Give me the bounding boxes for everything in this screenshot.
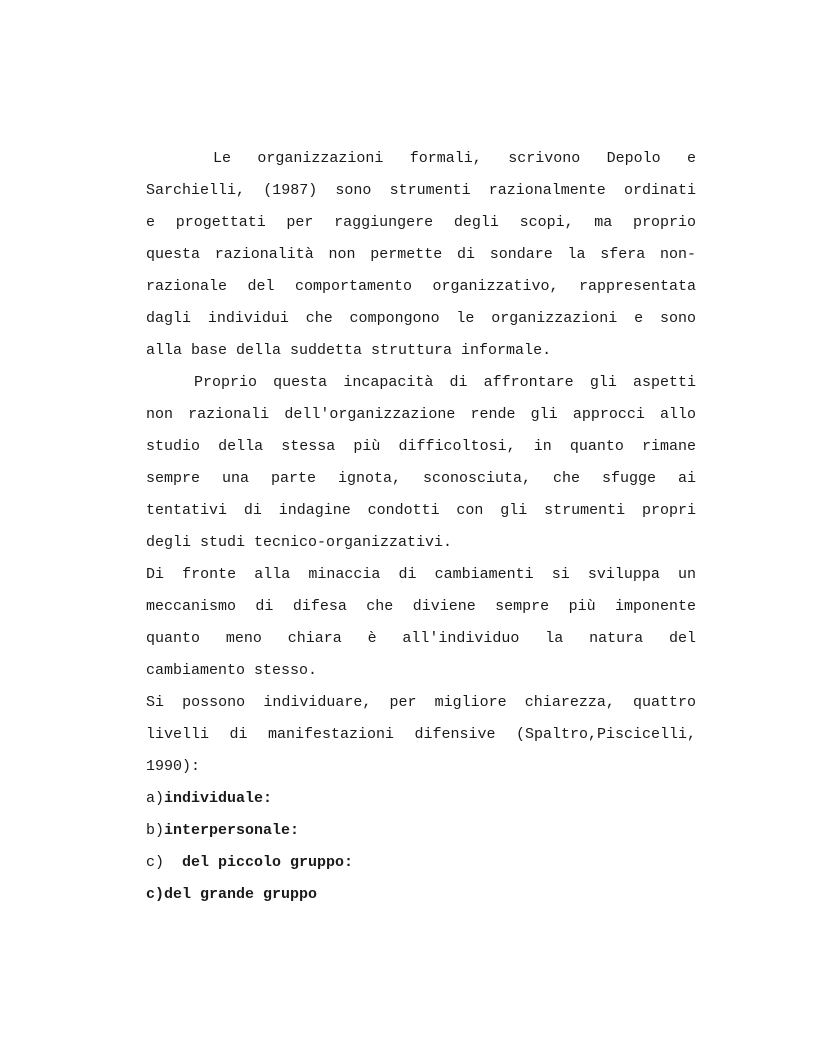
paragraph-4 xyxy=(146,687,696,783)
text-line: cambiamento stesso. xyxy=(146,662,318,679)
list-item xyxy=(146,783,696,815)
text-line: dagli individui che compongono le organizzazioni e sono xyxy=(146,310,696,327)
list-item xyxy=(146,847,696,879)
text-line: Di fronte alla minaccia di cambiamenti si sviluppa un xyxy=(146,566,696,583)
text-line: Le organizzazioni formali, scrivono Depolo e xyxy=(213,150,696,167)
list-item-label: individuale xyxy=(164,790,264,807)
text-line: tentativi di indagine condotti con gli strumenti propri xyxy=(146,502,696,519)
text-line: meccanismo di difesa che diviene sempre più imponente xyxy=(146,598,696,615)
text-line: questa razionalità non permette di sondare la sfera non- xyxy=(146,246,696,263)
text-line: studio della stessa più difficoltosi, in quanto rimane xyxy=(146,438,696,455)
list-item-prefix: b) xyxy=(146,822,165,839)
defense-levels-list xyxy=(146,783,696,911)
text-line: 1990): xyxy=(146,758,201,775)
list-item xyxy=(146,879,696,911)
list-item-prefix: c) xyxy=(146,886,165,903)
document-page xyxy=(146,143,696,911)
list-item-label: interpersonale xyxy=(164,822,291,839)
list-item-label: del piccolo gruppo: xyxy=(182,854,354,871)
text-line: e progettati per raggiungere degli scopi, ma proprio xyxy=(146,214,696,231)
text-line: sempre una parte ignota, sconosciuta, che sfugge ai xyxy=(146,470,696,487)
text-line: Sarchielli, (1987) sono strumenti razionalmente ordinati xyxy=(146,182,696,199)
list-item-prefix: a) xyxy=(146,790,165,807)
list-item-prefix: c) xyxy=(146,854,183,871)
list-item-suffix: : xyxy=(263,790,273,807)
paragraph-1 xyxy=(146,143,696,367)
text-line: alla base della suddetta struttura informale. xyxy=(146,342,552,359)
text-line: quanto meno chiara è all'individuo la natura del xyxy=(146,630,696,647)
text-line: Si possono individuare, per migliore chiarezza, quattro xyxy=(146,694,696,711)
text-line: Proprio questa incapacità di affrontare gli aspetti xyxy=(194,374,696,391)
list-item xyxy=(146,815,696,847)
text-line: non razionali dell'organizzazione rende gli approcci allo xyxy=(146,406,696,423)
text-line: livelli di manifestazioni difensive (Spaltro,Piscicelli, xyxy=(146,726,696,743)
text-line: degli studi tecnico-organizzativi. xyxy=(146,534,453,551)
paragraph-2 xyxy=(146,367,696,559)
paragraph-3 xyxy=(146,559,696,687)
list-item-suffix: : xyxy=(290,822,300,839)
text-line: razionale del comportamento organizzativo, rappresentata xyxy=(146,278,696,295)
list-item-label: del grande gruppo xyxy=(164,886,318,903)
